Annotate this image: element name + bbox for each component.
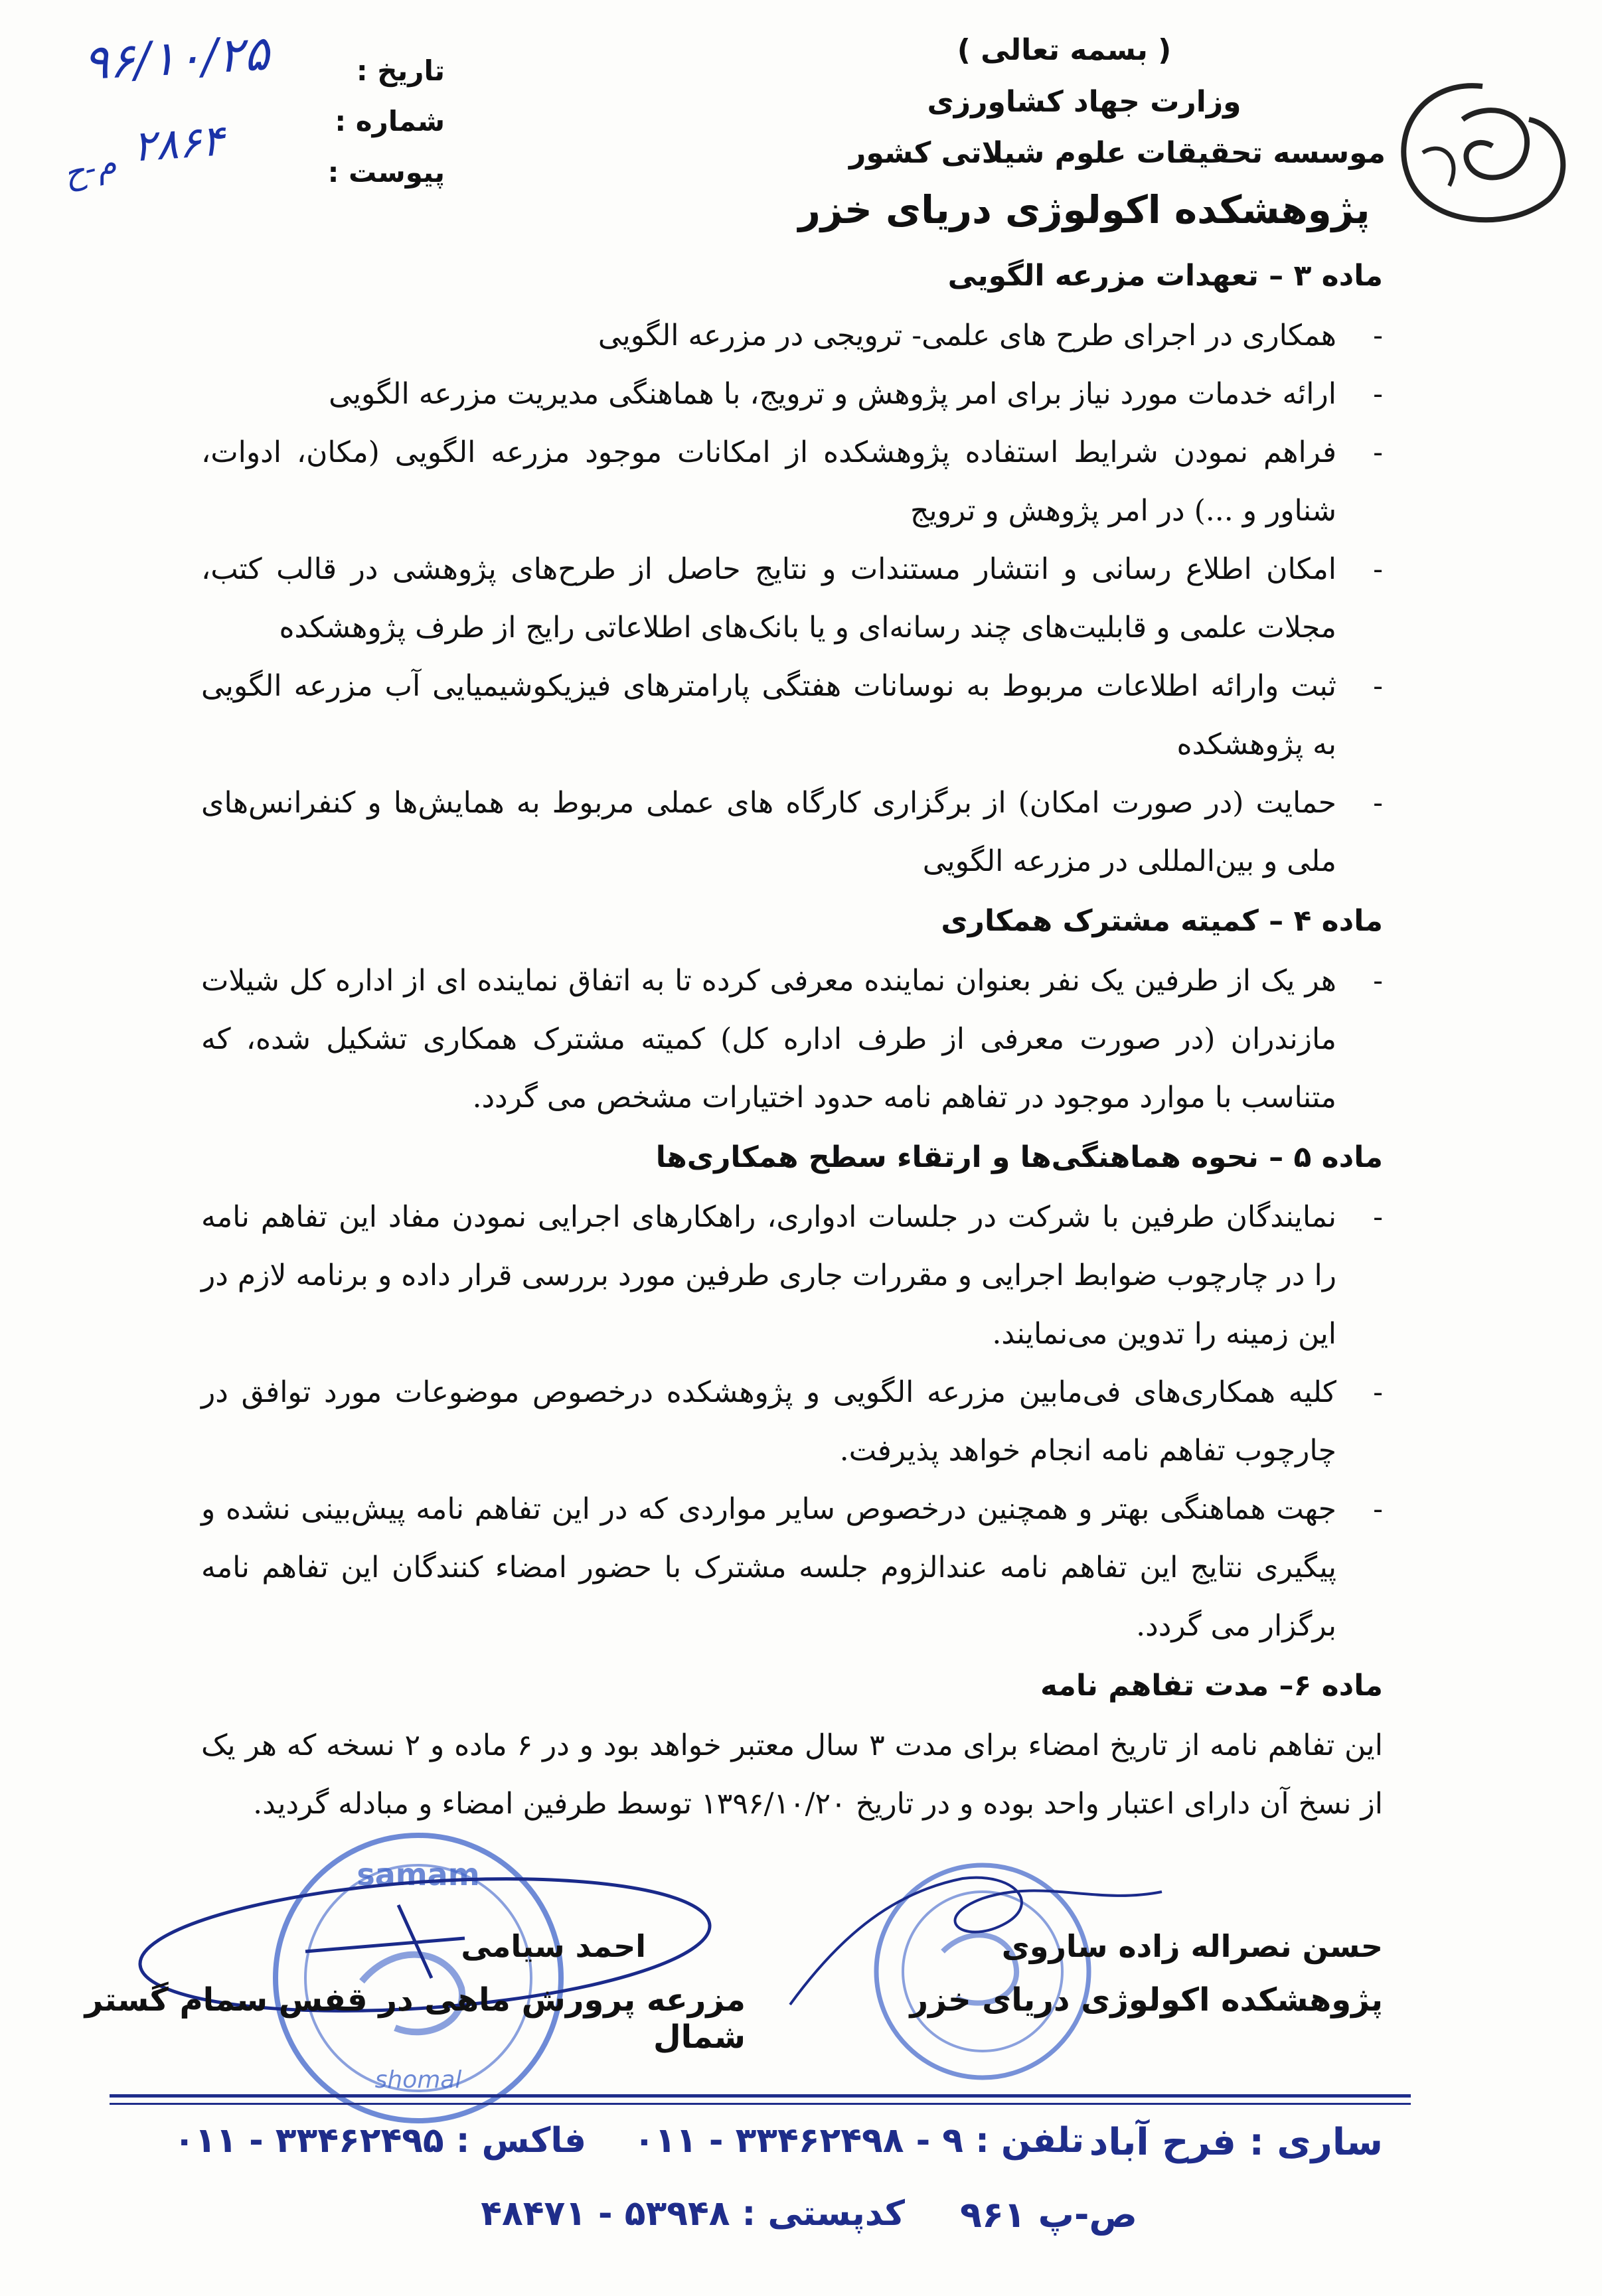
- document-body: [201, 246, 1383, 1833]
- footer-divider-thin: [110, 2103, 1411, 2105]
- list-item: - جهت هماهنگی بهتر و همچنین درخصوص سایر مواردی که در این تفاهم نامه پیش‌بینی نشده و پیگیری نتایج این تفاهم نامه عندالزوم جلسه مشترک با حضور امضاء کنندگان این تفاهم نامه برگزار می گردد.: [201, 1480, 1383, 1655]
- list-item: - فراهم نمودن شرایط استفاده پژوهشکده از امکانات موجود مزرعه الگویی (مکان، ادوات، شناور و ...) در امر پژوهش و ترویج: [201, 423, 1383, 540]
- footer-divider: [110, 2094, 1411, 2098]
- institute-name: موسسه تحقیقات علوم شیلاتی کشور: [849, 136, 1386, 170]
- left-signatory-org: مزرعه پرورش ماهی در قفس سمام گستر شمال: [84, 1981, 746, 2056]
- handwritten-initials: م-ح: [59, 143, 120, 194]
- list-item: - حمایت (در صورت امکان) از برگزاری کارگاه های عملی مربوط به همایش‌ها و کنفرانس‌های ملی و بین‌المللی در مزرعه الگویی: [201, 774, 1383, 891]
- footer-fax: فاکس : ۳۳۴۶۲۴۹۵ - ۰۱۱: [173, 2121, 586, 2161]
- article-6-paragraph: این تفاهم نامه از تاریخ امضاء برای مدت ۳ سال معتبر خواهد بود و در ۶ ماده و ۲ نسخه که هر یک از نسخ آن دارای اعتبار واحد بوده و در تاریخ ۱۳۹۶/۱۰/۲۰ توسط طرفین امضاء و مبادله گردید.: [201, 1728, 1383, 1821]
- article-4-title: ماده ۴ – کمیته مشترک همکاری: [941, 904, 1383, 938]
- research-center-name: پژوهشکده اکولوژی دریای خزر: [798, 187, 1370, 232]
- handwritten-date: ۹۶/۱۰/۲۵: [81, 25, 271, 91]
- article-3-title: ماده ۳ – تعهدات مزرعه الگویی: [947, 259, 1383, 293]
- footer-po-box: ص-پ ۹۶۱: [959, 2194, 1137, 2236]
- footer-postal-code: کدپستی : ۵۳۹۴۸ - ۴۸۴۷۱: [481, 2194, 905, 2234]
- list-item: - همکاری در اجرای طرح های علمی- ترویجی در مزرعه الگویی: [201, 307, 1383, 365]
- list-item: - هر یک از طرفین یک نفر بعنوان نماینده معرفی کرده تا به اتفاق نماینده ای از اداره کل شیلات مازندران (در صورت معرفی از طرف اداره کل) کمیته مشترک همکاری تشکیل شده، که متناسب با موارد موجود در تفاهم نامه حدود اختیارات مشخص می گردد.: [201, 952, 1383, 1127]
- article-5-title: ماده ۵ – نحوه هماهنگی‌ها و ارتقاء سطح همکاری‌ها: [655, 1140, 1383, 1174]
- date-label: تاریخ :: [356, 54, 445, 87]
- article-6-title: ماده ۶– مدت تفاهم نامه: [1040, 1669, 1383, 1703]
- list-item: - امکان اطلاع رسانی و انتشار مستندات و نتایج حاصل از طرح‌های پژوهشی در قالب کتب، مجلات علمی و قابلیت‌های چند رسانه‌ای و یا بانک‌های اطلاعاتی رایج از طرف پژوهشکده: [201, 540, 1383, 657]
- footer-phone: تلفن : ۹ - ۳۳۴۶۲۴۹۸ - ۰۱۱: [633, 2121, 1084, 2161]
- attachment-label: پیوست :: [327, 156, 445, 189]
- list-item: - ثبت وارائه اطلاعات مربوط به نوسانات هفتگی پارامترهای فیزیکوشیمیایی آب مزرعه الگویی به پژوهشکده: [201, 657, 1383, 774]
- stamp-text-shomal: shomal: [374, 2066, 462, 2094]
- ministry-name: وزارت جهاد کشاورزی: [927, 85, 1242, 119]
- right-signatory-org: پژوهشکده اکولوژی دریای خزر: [910, 1981, 1383, 2019]
- list-item: - ارائه خدمات مورد نیاز برای امر پژوهش و ترویج، با هماهنگی مدیریت مزرعه الگویی: [201, 365, 1383, 423]
- basmala: ( بسمه تعالی ): [957, 33, 1172, 67]
- list-item: - نمایندگان طرفین با شرکت در جلسات ادواری، راهکارهای اجرایی نمودن مفاد این تفاهم نامه را در چارچوب ضوابط اجرایی و مقررات جاری طرفین مورد بررسی قرار داده و برنامه لازم در این زمینه را تدوین می‌نمایند.: [201, 1188, 1383, 1363]
- handwritten-number: ۲۸۶۴: [131, 116, 226, 172]
- number-label: شماره :: [335, 105, 445, 137]
- right-signatory-name: حسن نصراله زاده ساروی: [1001, 1928, 1383, 1964]
- stamp-text-samam: samam: [357, 1857, 480, 1892]
- footer-address: ساری : فرح آباد: [1089, 2121, 1383, 2164]
- list-item: - کلیه همکاری‌های فی‌مابین مزرعه الگویی و پژوهشکده درخصوص موضوعات مورد توافق در چارچوب تفاهم نامه انجام خواهد پذیرفت.: [201, 1363, 1383, 1480]
- left-signatory-name: احمد سیامی: [461, 1928, 646, 1964]
